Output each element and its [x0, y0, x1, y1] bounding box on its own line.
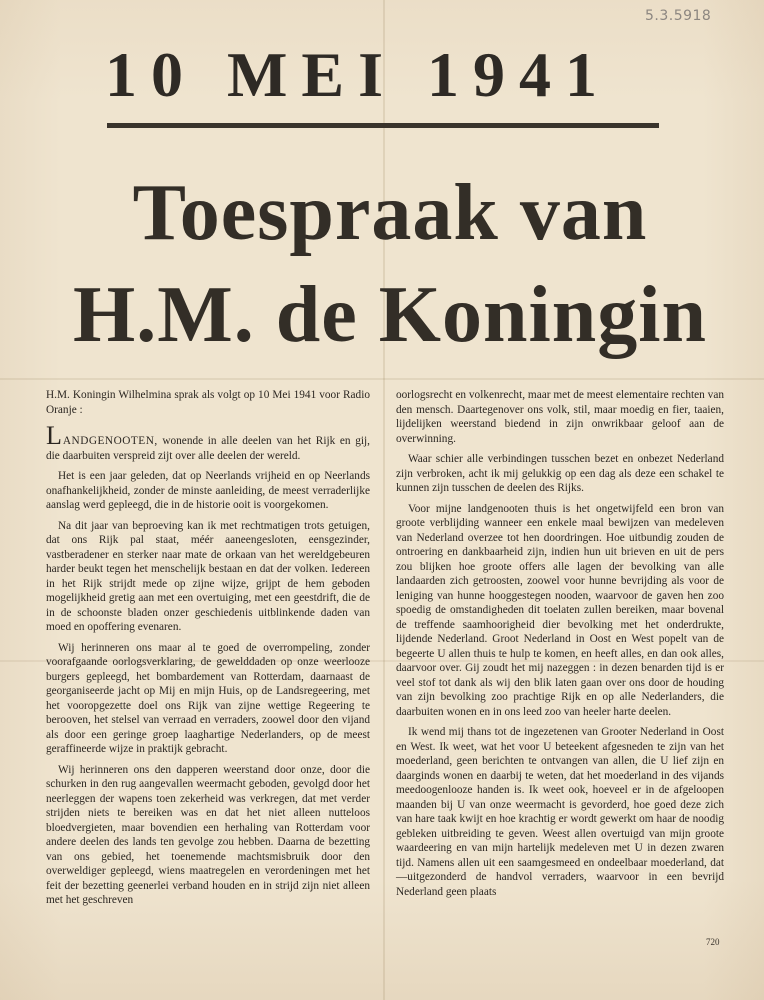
paragraph: Na dit jaar van beproeving kan ik met rechtmatigen trots getuigen, dat ons Rijk pal staat, méér aaneengesloten, eensgezinder, vastberadener en sterker naar mate de orkaan van het wereldgebeuren harder beukt tegen het menschelijk bestaan en dat der volken. Iedereen in het Rijk strijdt mede op zijne wijze, grijpt de hem geboden mogelijkheid gretig aan met een overtuiging, met een geestdrift, die de in de schoonste bladen onzer geschiedenis uitblinkende daden van moed en opoffering evenaren.	[46, 519, 370, 633]
page-number: 720	[706, 937, 720, 947]
opening-text: wonende in alle deelen van het Rijk en gij, die daarbuiten verspreid zijt over alle deelen der wereld.	[46, 435, 370, 462]
header-date: 10 MEI 1941	[105, 39, 611, 110]
pencil-annotation: 5.3.5918	[645, 8, 712, 24]
intro-paragraph: H.M. Koningin Wilhelmina sprak als volgt op 10 Mei 1941 voor Radio Oranje :	[46, 389, 370, 416]
paragraph: Voor mijne landgenooten thuis is het ongetwijfeld een bron van groote verblijding wanneer een enkele maal bewijzen van medeleven van Nederland overzee tot hen doordringen. Hoe uitbundig zouden de ontroering en dankbaarheid zijn, indien hun uit brieven en uit de pers zou blijken hoe groote offers alle lagen der bevolking van alle landaarden zich getroosten, zoowel voor hunne bevrijding als voor de leniging van hunne hooggestegen nooden, waarvoor de gaven hen zoo spoedig de omstandigheden dit toelaten zullen bereiken, maar bovenal de treffende saamhoorigheid dier bevolking met het onderdrukte, lijdende Nederland. Groot Nederland in Oost en West popelt van de begeerte U allen thuis te hulp te komen, en heeft alles, en dan ook alles, daarvoor over. Gij zoudt het mij nazeggen : in dezen benarden tijd is er veel stof tot dank als wij den blik laten gaan over ons door de houding van zijn bevolking zoo prachtige Rijk en op alle Nederlanders, die daarbuiten wonen en in ons leed zoo van heeler harte deelen.	[396, 502, 724, 718]
fold-crease-vertical	[383, 0, 385, 1000]
headline-line-1: Toespraak van	[132, 169, 648, 257]
left-column	[46, 388, 370, 914]
headline-line-2: H.M. de Koningin	[73, 271, 707, 359]
paragraph: oorlogsrecht en volkenrecht, maar met de meest elementaire rechten van den mensch. Daartegenover ons volk, stil, maar moedig en fier, taaien, lijdelijken weerstand biedend in zijn onwrikbaar geloof aan de overwinning.	[396, 389, 724, 445]
paragraph: Ik wend mij thans tot de ingezetenen van Grooter Nederland in Oost en West. Ik weet, wat het voor U beteekent afgesneden te zijn van het moederland, geen berichten te ontvangen van allen, die U lief zijn en daarginds wonen en daarbij te weten, dat het moederland in des vijands meedoogenlooze handen is. Ik weet ook, hoeveel er in de afgeloopen maanden bij U van onze weermacht is gevorderd, hoe goed deze zich van hare taak kwijt en hoe krachtig er wordt gewerkt om haar de noodig gebleken uitbreiding te geven. Weest allen overtuigd van mijn groote waardeering en van mijn hartelijk medeleven met U in dezen zwaren tijd. Namens allen uit een saamgesmeed en ondeelbaar moederland, dat—uitgezonderd de handvol verraders, waarvoor in een bevrijd Nederland geen plaats	[396, 726, 724, 898]
paragraph: Wij herinneren ons den dapperen weerstand door onze, door die schurken in den rug aangevallen weermacht geboden, gevolgd door het neerleggen der wapens toen zekerheid was verkregen, dat met verder strijden niets te bereiken was en dat het niet alleen nutteloos bloedvergieten, maar bovendien een herhaling van Rotterdam voor andere deelen des lands ten gevolge zou hebben. Daarna de bezetting van ons gebied, het toenemende machtsmisbruik door den overweldiger gepleegd, wiens maatregelen en verordeningen met het feit der bezetting geenerlei verband houden en in strijd zijn niet alleen met het geschreven	[46, 763, 370, 906]
header-rule	[107, 123, 659, 128]
opening-paragraph	[46, 421, 370, 463]
right-column	[396, 388, 724, 905]
first-word: ANDGENOOTEN,	[62, 435, 158, 447]
paragraph: Het is een jaar geleden, dat op Neerlands vrijheid en op Neerlands onafhankelijkheid, zonder de minste aanleiding, de meest verraderlijke aanslag werd gepleegd, die in de historie ooit is voorgekomen.	[46, 470, 370, 511]
dropcap: L	[46, 421, 63, 450]
paragraph: Wij herinneren ons maar al te goed de overrompeling, zonder voorafgaande oorlogsverklaring, de gewelddaden op onze weerlooze burgers gepleegd, het bombardement van Rotterdam, daarnaast de georganiseerde jacht op Mij en mijn Huis, op de Landsregeering, met het vooropgezette doel ons Rijk van zijne wettige Regeering te berooven, het stelsel van verraad en verraders, zoowel door den vijand als door een geringe groep laaghartige Nederlanders, op de meest geraffineerde wijze in praktijk gebracht.	[46, 641, 370, 755]
paragraph: Waar schier alle verbindingen tusschen bezet en onbezet Nederland zijn verbroken, acht ik mij gelukkig op een dag als deze een schakel te kunnen zijn tusschen de deelen des Rijks.	[396, 453, 724, 494]
fold-crease-horizontal	[0, 378, 764, 380]
